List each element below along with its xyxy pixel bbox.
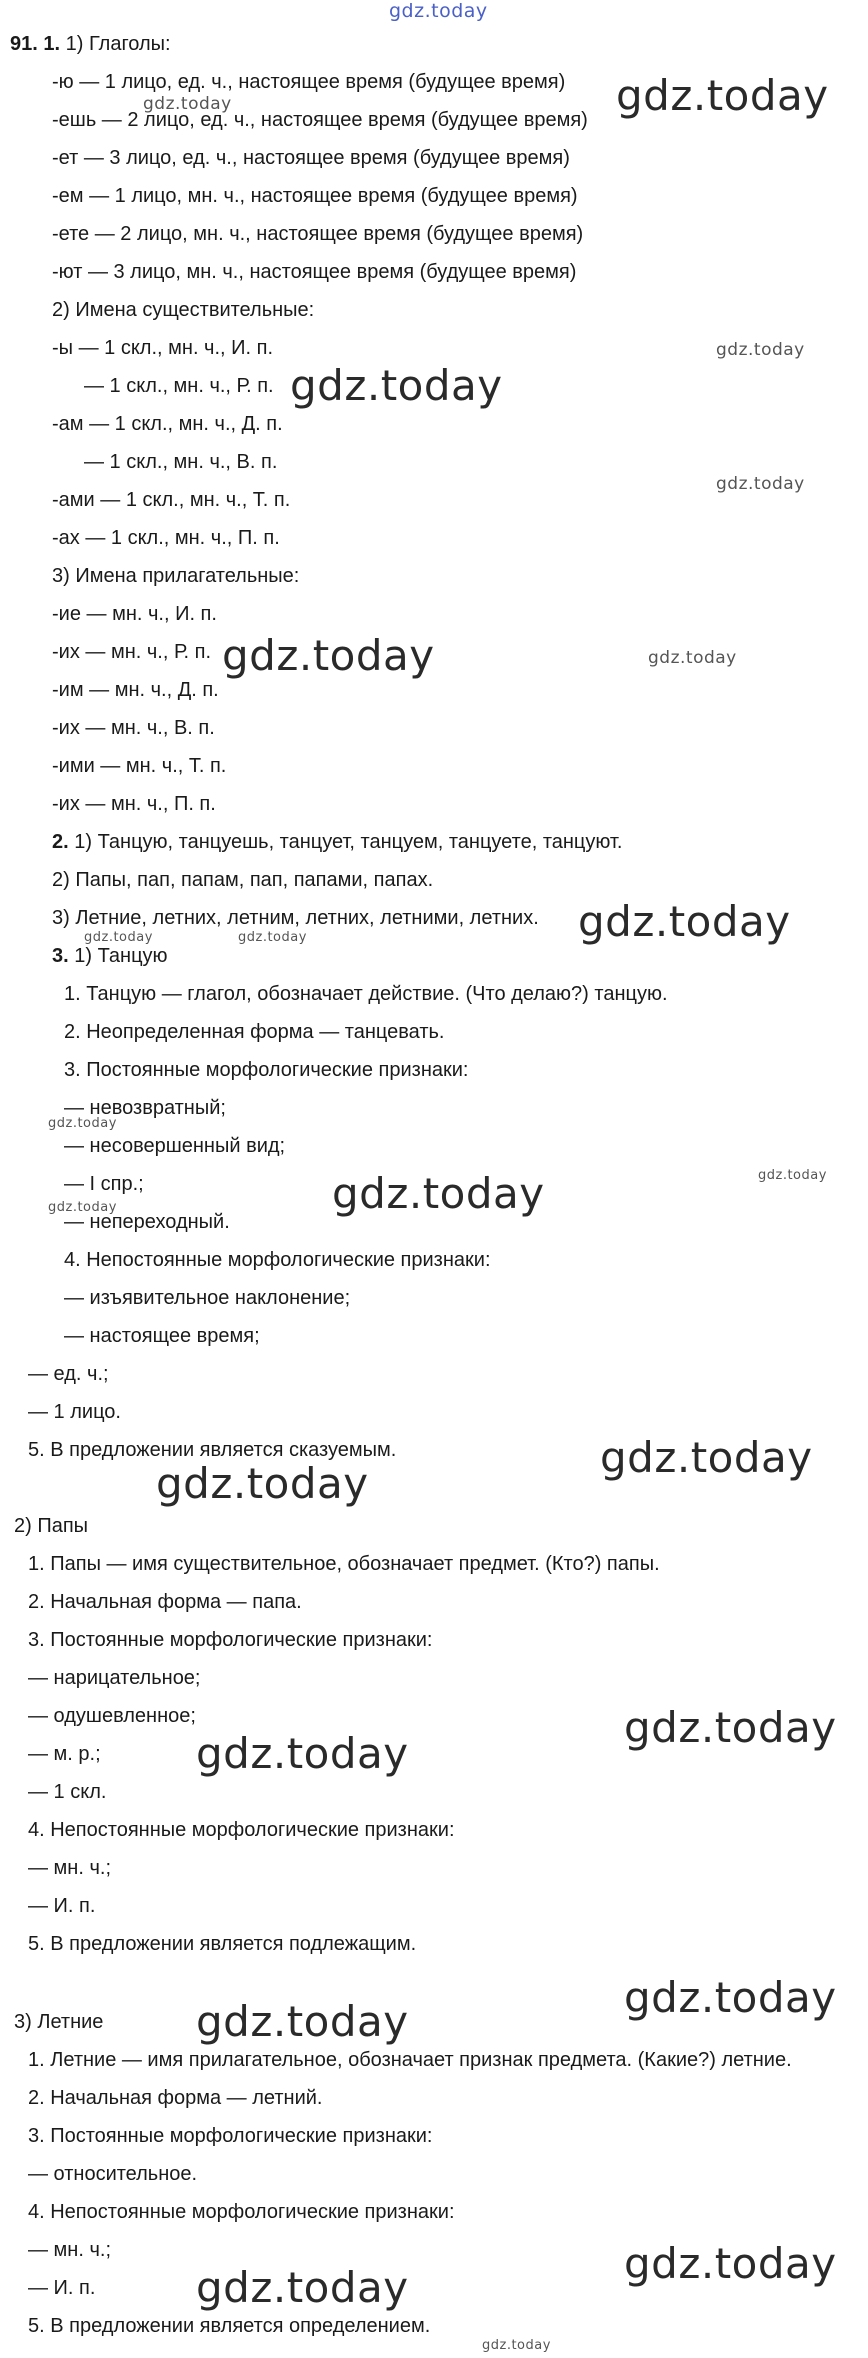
- text-line: — нарицательное;: [28, 1667, 201, 1689]
- text-line: -ах — 1 скл., мн. ч., П. п.: [52, 527, 280, 549]
- text-line: — мн. ч.;: [28, 2239, 111, 2261]
- text-line: — невозвратный;: [64, 1097, 226, 1119]
- text-line: 2. Начальная форма — папа.: [28, 1591, 302, 1613]
- text-line: -их — мн. ч., Р. п.: [52, 641, 212, 663]
- text-line: 1. Летние — имя прилагательное, обозначает признак предмета. (Какие?) летние.: [28, 2049, 792, 2071]
- text-line: -им — мн. ч., Д. п.: [52, 679, 219, 701]
- text-line: — 1 скл., мн. ч., Р. п.: [84, 375, 274, 397]
- text-line: -ем — 1 лицо, мн. ч., настоящее время (будущее время): [52, 185, 578, 207]
- text-line: 3) Имена прилагательные:: [52, 565, 300, 587]
- text-line: -ете — 2 лицо, мн. ч., настоящее время (будущее время): [52, 223, 584, 245]
- text-line: — несовершенный вид;: [64, 1135, 286, 1157]
- text-line: — 1 лицо.: [28, 1401, 121, 1423]
- watermark: gdz.today: [156, 1459, 369, 1508]
- exercise-number: 91. 1.: [10, 33, 61, 55]
- text-line: 4. Непостоянные морфологические признаки:: [28, 2201, 455, 2223]
- watermark: gdz.today: [290, 361, 503, 410]
- text-line: 5. В предложении является определением.: [28, 2315, 431, 2337]
- text-line: — м. р.;: [28, 1743, 101, 1765]
- watermark: gdz.today: [332, 1169, 545, 1218]
- text-line: — И. п.: [28, 1895, 96, 1917]
- watermark: gdz.today: [624, 1703, 837, 1752]
- text-line: -ы — 1 скл., мн. ч., И. п.: [52, 337, 274, 359]
- text-line: -ие — мн. ч., И. п.: [52, 603, 217, 625]
- watermark: gdz.today: [716, 474, 805, 494]
- header-watermark: gdz.today: [389, 0, 488, 22]
- text-line: — одушевленное;: [28, 1705, 196, 1727]
- text-line: -ам — 1 скл., мн. ч., Д. п.: [52, 413, 283, 435]
- watermark: gdz.today: [578, 897, 791, 946]
- text-line: -ю — 1 лицо, ед. ч., настоящее время (будущее время): [52, 71, 566, 93]
- text-line: 2. 1) Танцую, танцуешь, танцует, танцуем, танцуете, танцуют.: [52, 831, 623, 853]
- text-line: — 1 скл., мн. ч., В. п.: [84, 451, 278, 473]
- text-line: -ют — 3 лицо, мн. ч., настоящее время (будущее время): [52, 261, 577, 283]
- watermark: gdz.today: [624, 2239, 837, 2288]
- text-line: 1. Танцую — глагол, обозначает действие. (Что делаю?) танцую.: [64, 983, 668, 1005]
- text-line: -ет — 3 лицо, ед. ч., настоящее время (будущее время): [52, 147, 570, 169]
- watermark: gdz.today: [48, 1200, 117, 1215]
- text-line: — мн. ч.;: [28, 1857, 111, 1879]
- text-line: 2) Папы, пап, папам, пап, папами, папах.: [52, 869, 434, 891]
- watermark: gdz.today: [84, 930, 153, 945]
- watermark: gdz.today: [196, 1729, 409, 1778]
- watermark: gdz.today: [716, 340, 805, 360]
- text-line: -их — мн. ч., В. п.: [52, 717, 215, 739]
- text-line: -ешь — 2 лицо, ед. ч., настоящее время (будущее время): [52, 109, 588, 131]
- text-line: 4. Непостоянные морфологические признаки:: [28, 1819, 455, 1841]
- text-line: 2) Папы: [14, 1515, 89, 1537]
- text-line: 1. Папы — имя существительное, обозначает предмет. (Кто?) папы.: [28, 1553, 660, 1575]
- watermark: gdz.today: [624, 1973, 837, 2022]
- text-line: 3) Летние, летних, летним, летних, летними, летних.: [52, 907, 539, 929]
- watermark: gdz.today: [196, 2263, 409, 2312]
- text-line: -ами — 1 скл., мн. ч., Т. п.: [52, 489, 291, 511]
- text-line: — непереходный.: [64, 1211, 230, 1233]
- text-line: — I спр.;: [64, 1173, 144, 1195]
- watermark: gdz.today: [600, 1433, 813, 1482]
- text-line: -ими — мн. ч., Т. п.: [52, 755, 227, 777]
- text-line: 5. В предложении является сказуемым.: [28, 1439, 397, 1461]
- text-line: 2. Неопределенная форма — танцевать.: [64, 1021, 445, 1043]
- text-line: — И. п.: [28, 2277, 96, 2299]
- text-line: — 1 скл.: [28, 1781, 107, 1803]
- text-line: 3. Постоянные морфологические признаки:: [64, 1059, 469, 1081]
- watermark: gdz.today: [196, 1997, 409, 2046]
- text-line: 3) Летние: [14, 2011, 104, 2033]
- watermark: gdz.today: [648, 648, 737, 668]
- watermark: gdz.today: [238, 930, 307, 945]
- task-number: 2.: [52, 831, 69, 853]
- text-line: -их — мн. ч., П. п.: [52, 793, 216, 815]
- text-line: 91. 1. 1) Глаголы:: [10, 33, 171, 55]
- text-line: — относительное.: [28, 2163, 198, 2185]
- text-line: 2) Имена существительные:: [52, 299, 315, 321]
- text-line: 3. Постоянные морфологические признаки:: [28, 2125, 433, 2147]
- text-line: 2. Начальная форма — летний.: [28, 2087, 323, 2109]
- watermark: gdz.today: [616, 71, 829, 120]
- watermark: gdz.today: [48, 1116, 117, 1131]
- watermark: gdz.today: [482, 2338, 551, 2353]
- text-line: 3. 1) Танцую: [52, 945, 168, 967]
- text-line: — изъявительное наклонение;: [64, 1287, 351, 1309]
- text-line: 4. Непостоянные морфологические признаки:: [64, 1249, 491, 1271]
- watermark: gdz.today: [222, 631, 435, 680]
- watermark: gdz.today: [143, 94, 232, 114]
- text-line: 3. Постоянные морфологические признаки:: [28, 1629, 433, 1651]
- task-number: 3.: [52, 945, 69, 967]
- text-line: — настоящее время;: [64, 1325, 260, 1347]
- text-line: 5. В предложении является подлежащим.: [28, 1933, 417, 1955]
- watermark: gdz.today: [758, 1168, 827, 1183]
- text-line: — ед. ч.;: [28, 1363, 109, 1385]
